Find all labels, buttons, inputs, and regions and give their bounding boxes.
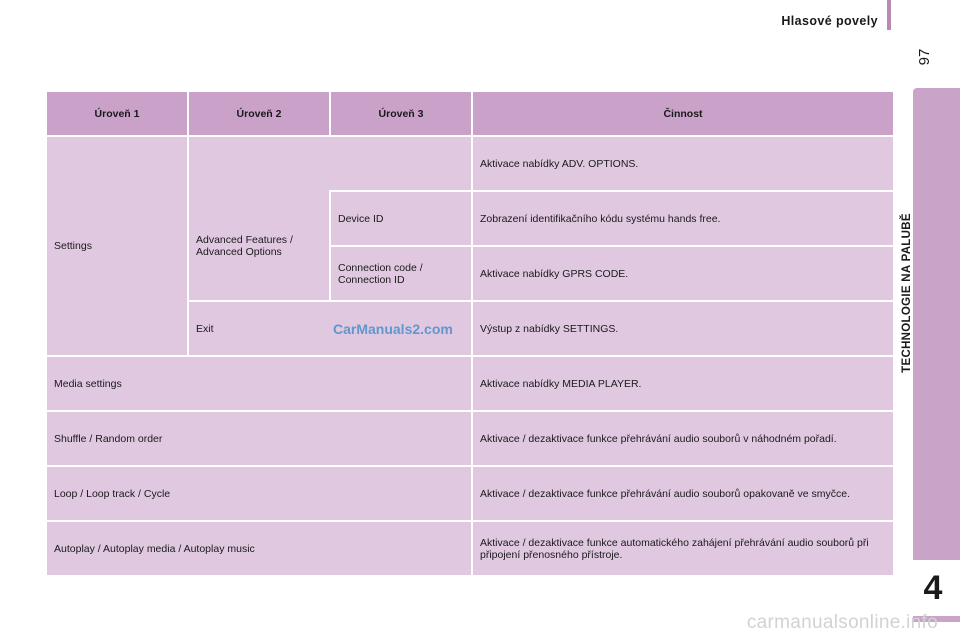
action-cell: Zobrazení identifikačního kódu systému hands free. <box>472 191 894 246</box>
action-cell: Aktivace nabídky GPRS CODE. <box>472 246 894 301</box>
level2-cell: Exit <box>188 301 472 356</box>
action-cell: Aktivace / dezaktivace funkce přehrávání audio souborů v náhodném pořadí. <box>472 411 894 466</box>
header-accent-bar <box>887 0 891 30</box>
advanced-group-cell: Advanced Features / Advanced Options <box>188 191 330 301</box>
header-level-3: Úroveň 3 <box>330 91 472 136</box>
table-row <box>46 136 894 191</box>
section-title: Hlasové povely <box>781 14 878 28</box>
action-cell: Aktivace nabídky ADV. OPTIONS. <box>472 136 894 191</box>
chapter-number: 4 <box>923 569 943 607</box>
advanced-spacer-cell <box>188 136 472 191</box>
level3-cell: Connection code / Connection ID <box>330 246 472 301</box>
footer-watermark: carmanualsonline.info <box>746 612 938 633</box>
command-cell: Autoplay / Autoplay media / Autoplay music <box>46 521 472 576</box>
table-header-row <box>46 91 894 136</box>
page-number: 97 <box>916 48 933 66</box>
level3-cell: Device ID <box>330 191 472 246</box>
action-cell: Aktivace nabídky MEDIA PLAYER. <box>472 356 894 411</box>
action-cell: Výstup z nabídky SETTINGS. <box>472 301 894 356</box>
action-cell: Aktivace / dezaktivace funkce automatického zahájení přehrávání audio souborů při připojení přenosného přístroje. <box>472 521 894 576</box>
command-cell: Shuffle / Random order <box>46 411 472 466</box>
header-action: Činnost <box>472 91 894 136</box>
settings-group-cell: Settings <box>46 136 188 356</box>
action-cell: Aktivace / dezaktivace funkce přehrávání audio souborů opakovaně ve smyčce. <box>472 466 894 521</box>
table-row <box>46 356 894 411</box>
header-level-2: Úroveň 2 <box>188 91 330 136</box>
command-cell: Loop / Loop track / Cycle <box>46 466 472 521</box>
table-row <box>46 466 894 521</box>
command-cell: Media settings <box>46 356 472 411</box>
chapter-title: TECHNOLOGIE NA PALUBĚ <box>901 213 913 373</box>
header-level-1: Úroveň 1 <box>46 91 188 136</box>
watermark-logo: CarManuals2.com <box>333 321 453 337</box>
chapter-side-tab <box>913 88 960 560</box>
table-row <box>46 411 894 466</box>
table-row <box>46 521 894 576</box>
voice-commands-table <box>45 90 895 577</box>
